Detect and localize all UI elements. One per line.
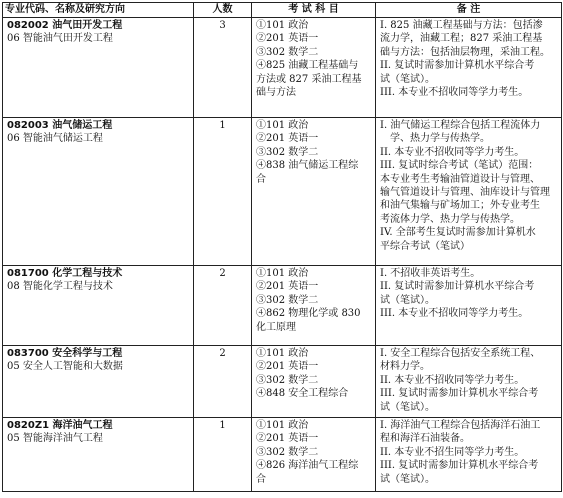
exam-subjects-cell	[252, 418, 376, 492]
note-line: I. 825 油藏工程基础与方法：包括渗	[380, 20, 543, 31]
table-row	[3, 18, 562, 118]
major-cell	[3, 18, 194, 118]
note-line: 试（笔试）。	[380, 473, 435, 485]
note-line: 考流体力学、热力学与传热学。	[380, 213, 520, 225]
exam-subject-line: ②201 英语一	[256, 361, 319, 373]
note-line: III. 本专业不招收同等学力考生。	[380, 308, 529, 320]
exam-subject-line: 合	[256, 173, 266, 185]
exam-subject-line: 础与方法	[256, 87, 296, 99]
research-direction: 05 安全人工智能和大数据	[7, 361, 123, 373]
note-line: II. 本专业不招生同等学力考生。	[380, 446, 525, 458]
note-line: III. 复试时综合考试（笔试）范围：	[380, 160, 539, 172]
note-line: 试（笔试）。	[380, 401, 435, 413]
major-cell	[3, 118, 194, 266]
exam-subject-line: ③302 数学二	[256, 146, 319, 158]
table-row	[3, 118, 562, 266]
table-row	[3, 346, 562, 418]
note-line: IV. 全部考生复试时需参加计算机水	[380, 227, 536, 239]
exam-subject-line: ①101 政治	[256, 268, 309, 279]
enrollment-count: 3	[194, 18, 252, 118]
admissions-table	[2, 2, 562, 492]
exam-subjects-cell	[252, 118, 376, 266]
note-line: II. 复试时需参加计算机水平综合考	[380, 60, 535, 72]
note-line: 试（笔试）。	[380, 73, 435, 85]
exam-subject-line: ②201 英语一	[256, 33, 319, 45]
research-direction: 08 智能化学工程与技术	[7, 281, 113, 293]
exam-subject-line: 化工原理	[256, 321, 296, 333]
exam-subject-line: ②201 英语一	[256, 433, 319, 445]
table-row	[3, 418, 562, 492]
enrollment-count: 2	[194, 346, 252, 418]
major-code-name: 082003 油气储运工程	[7, 120, 113, 131]
table-row	[3, 266, 562, 346]
research-direction: 05 智能海洋油气工程	[7, 433, 103, 445]
exam-subject-line: ④826 海洋油气工程综	[256, 460, 359, 472]
note-line: III. 复试时需参加计算机水平综合考	[380, 460, 539, 472]
note-line: 材料力学。	[380, 361, 430, 373]
exam-subject-line: ③302 数学二	[256, 374, 319, 386]
note-line: II. 本专业不招收同等学力考生。	[380, 146, 525, 158]
note-line: I. 不招收非英语考生。	[380, 268, 481, 279]
header-count: 人数	[194, 3, 252, 18]
exam-subject-line: 合	[256, 473, 266, 485]
major-code-name: 0820Z1 海洋油气工程	[7, 420, 113, 431]
note-line: III. 本专业不招收同等学力考生。	[380, 87, 529, 99]
header-major: 专业代码、名称及研究方向	[3, 3, 194, 18]
research-direction: 06 智能油气储运工程	[7, 133, 103, 145]
exam-subject-line: ①101 政治	[256, 348, 309, 359]
exam-subjects-cell	[252, 266, 376, 346]
table-body	[3, 18, 562, 492]
note-line: I. 海洋油气工程综合包括海洋石油工	[380, 420, 541, 431]
exam-subject-line: ②201 英语一	[256, 133, 319, 145]
major-code-name: 083700 安全科学与工程	[7, 348, 123, 359]
note-line: 平综合考试（笔试）	[380, 240, 470, 252]
exam-subject-line: ③302 数学二	[256, 294, 319, 306]
major-cell	[3, 266, 194, 346]
note-line: I. 安全工程综合包括安全系统工程、	[380, 348, 541, 359]
research-direction: 06 智能油气田开发工程	[7, 33, 113, 45]
note-line: II. 本专业不招收同等学力考生。	[380, 374, 525, 386]
note-line: 输气管道设计与管理、油库设计与管理	[380, 187, 550, 199]
major-code-name: 081700 化学工程与技术	[7, 268, 123, 279]
enrollment-count: 1	[194, 118, 252, 266]
exam-subject-line: ④862 物理化学或 830	[256, 308, 361, 320]
exam-subject-line: ④825 油藏工程基础与	[256, 60, 359, 72]
exam-subjects-cell	[252, 18, 376, 118]
exam-subject-line: ①101 政治	[256, 420, 309, 431]
exam-subjects-cell	[252, 346, 376, 418]
note-line: 学、热力学与传热学。	[390, 133, 490, 145]
note-line: III. 复试时需参加计算机水平综合考	[380, 388, 539, 400]
exam-subject-line: ②201 英语一	[256, 281, 319, 293]
exam-subject-line: ④848 安全工程综合	[256, 388, 349, 400]
note-line: 和油气集输与矿场加工；外专业考生	[380, 200, 540, 212]
notes-cell	[376, 418, 562, 492]
exam-subject-line: ④838 油气储运工程综	[256, 160, 359, 172]
note-line: I. 油气储运工程综合包括工程流体力	[380, 120, 541, 131]
major-cell	[3, 418, 194, 492]
exam-subject-line: ③302 数学二	[256, 446, 319, 458]
enrollment-count: 2	[194, 266, 252, 346]
notes-cell	[376, 118, 562, 266]
exam-subject-line: ③302 数学二	[256, 46, 319, 58]
notes-cell	[376, 346, 562, 418]
note-line: 础与方法：包括油层物理，采油工程。	[380, 46, 550, 58]
note-line: 本专业考生考输油管道设计与管理、	[380, 173, 540, 185]
note-line: 程和海洋石油装备。	[380, 433, 470, 445]
header-subjects: 考 试 科 目	[252, 3, 376, 18]
notes-cell	[376, 266, 562, 346]
notes-cell	[376, 18, 562, 118]
note-line: II. 复试时需参加计算机水平综合考	[380, 281, 535, 293]
enrollment-count: 1	[194, 418, 252, 492]
note-line: 流力学，油藏工程；827 采油工程基	[380, 33, 543, 45]
major-cell	[3, 346, 194, 418]
exam-subject-line: ①101 政治	[256, 120, 309, 131]
major-code-name: 082002 油气田开发工程	[7, 20, 123, 31]
exam-subject-line: 方法或 827 采油工程基	[256, 73, 362, 85]
note-line: 试（笔试）。	[380, 294, 435, 306]
header-notes: 备 注	[376, 3, 562, 18]
exam-subject-line: ①101 政治	[256, 20, 309, 31]
table-header-row	[3, 3, 562, 18]
